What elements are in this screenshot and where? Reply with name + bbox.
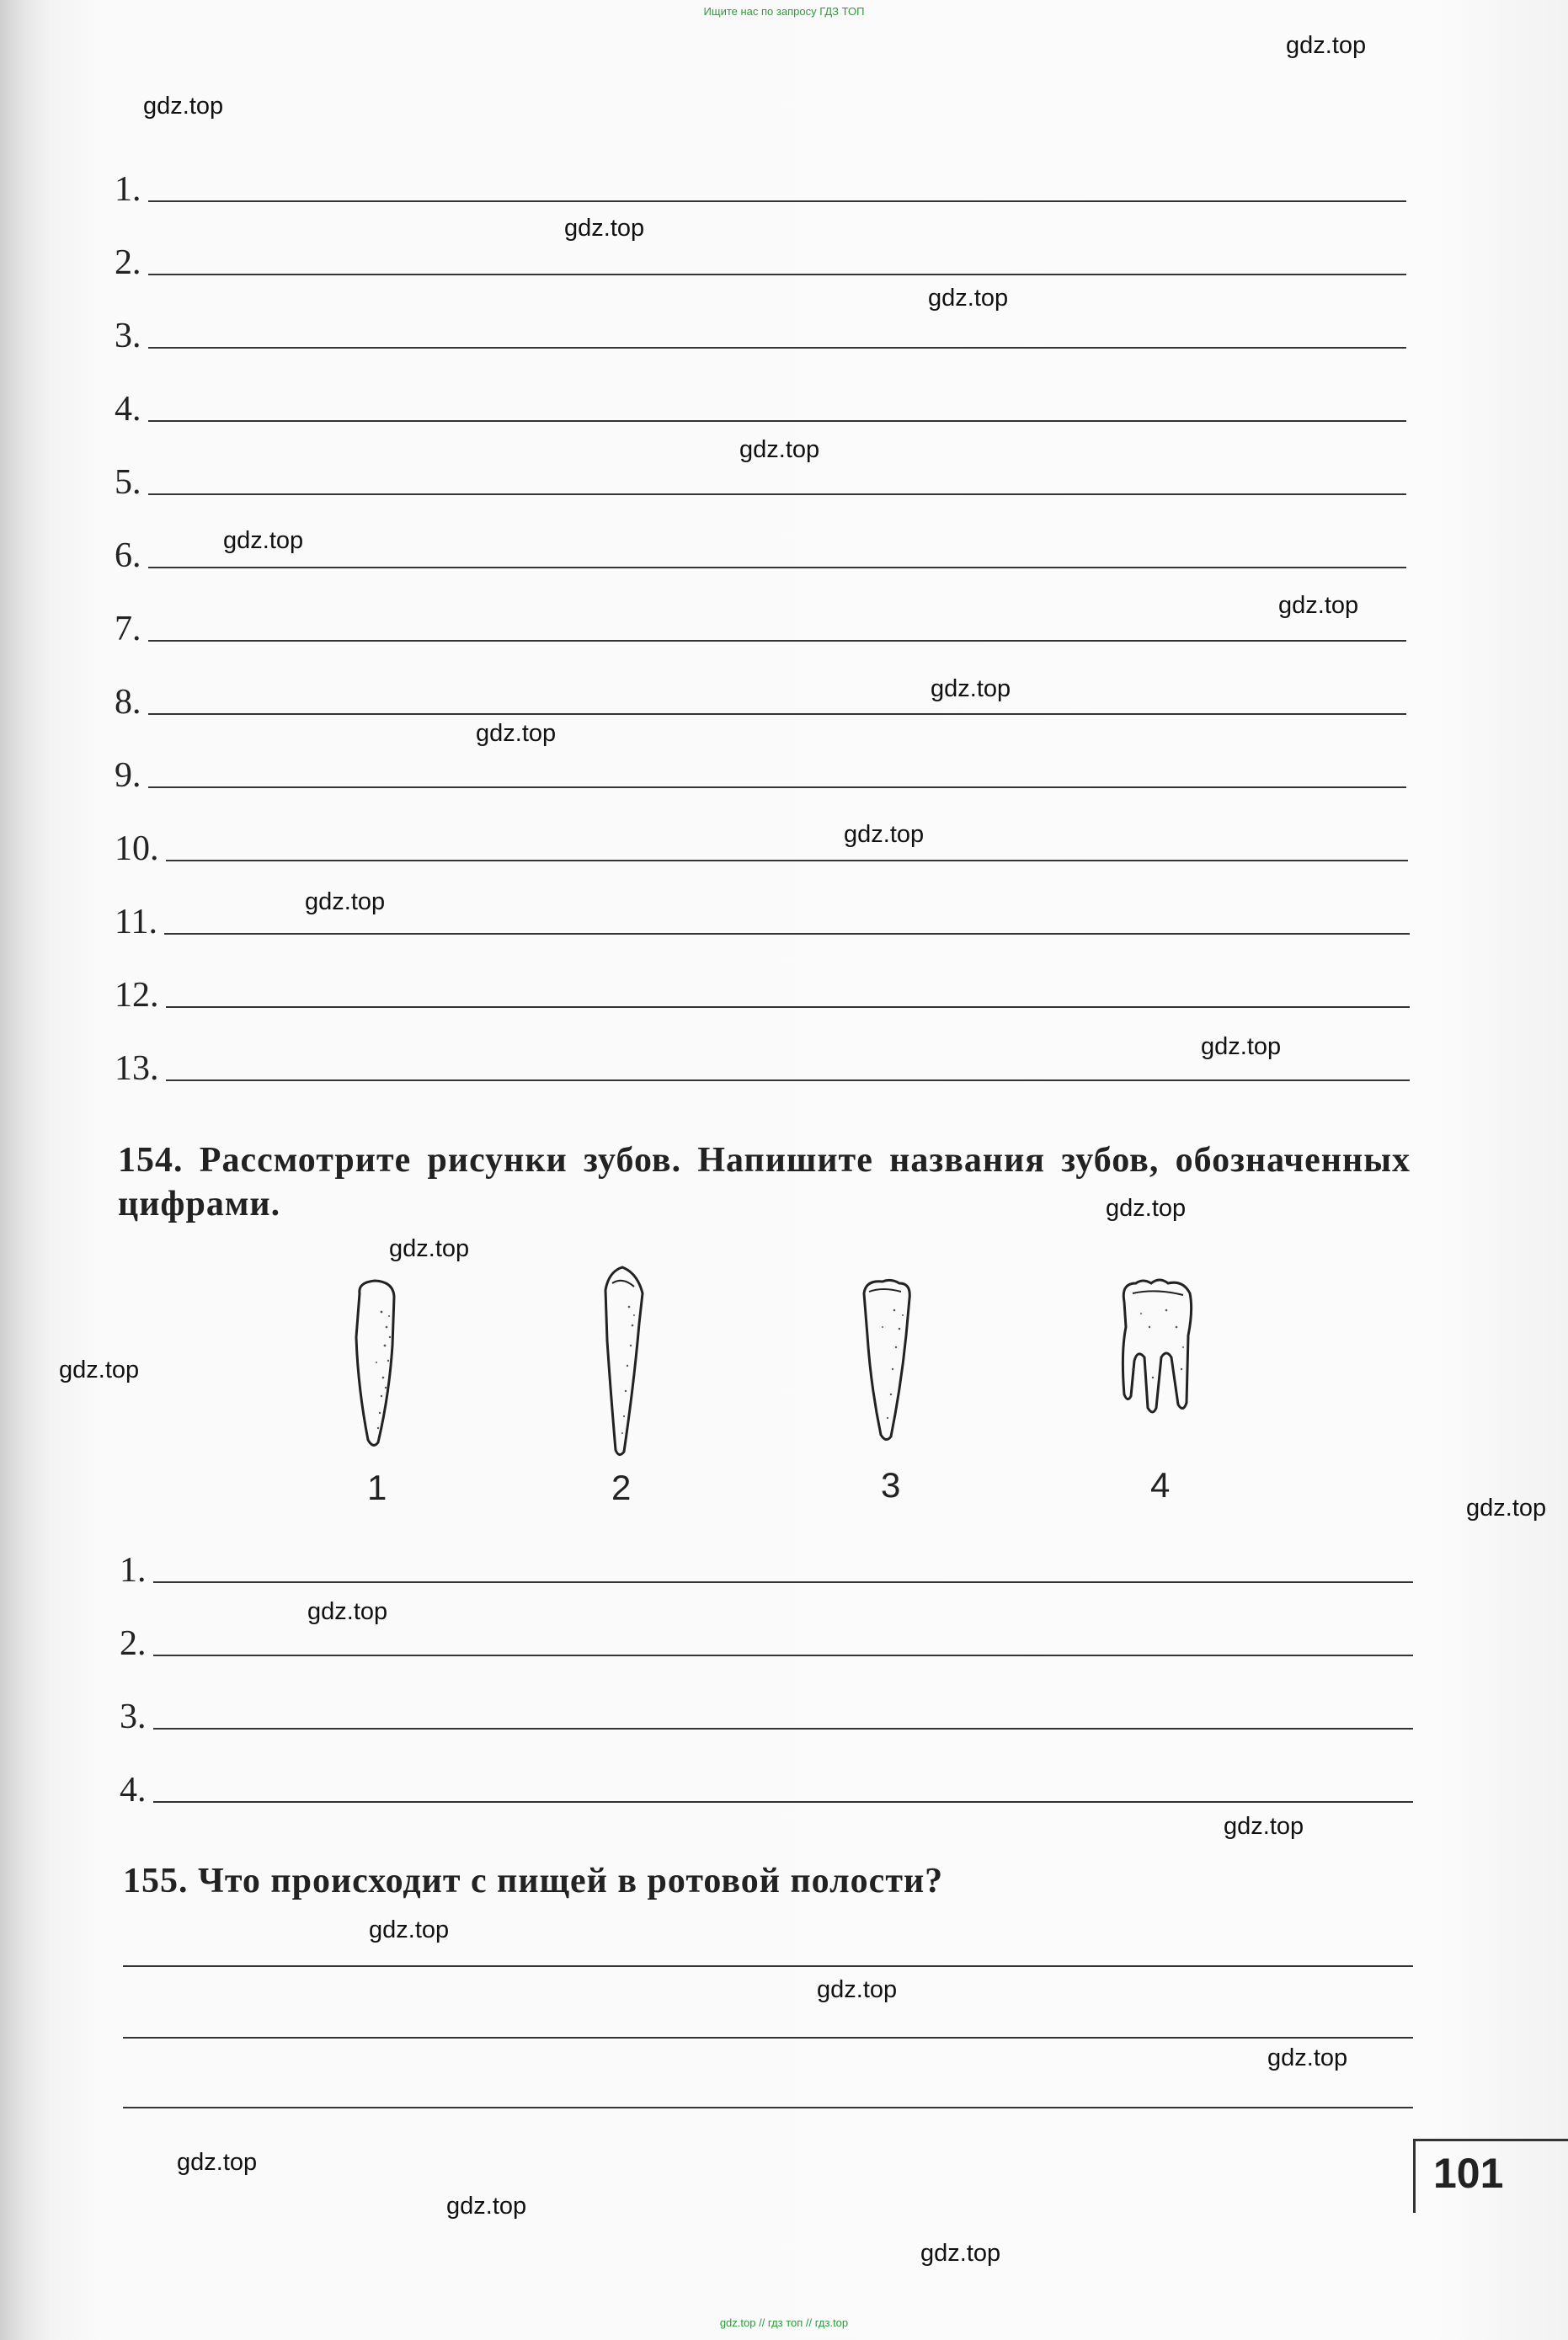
answer-line[interactable]	[115, 465, 1406, 500]
watermark: gdz.top	[389, 1235, 470, 1262]
watermark: gdz.top	[1224, 1813, 1304, 1840]
watermark: gdz.top	[446, 2193, 527, 2220]
watermark: gdz.top	[1278, 592, 1359, 619]
answer-line[interactable]	[115, 172, 1406, 207]
answer-line[interactable]	[115, 392, 1406, 427]
line-number: 2.	[115, 243, 141, 282]
watermark: gdz.top	[305, 888, 386, 915]
watermark: gdz.top	[223, 527, 304, 554]
line-rule	[148, 420, 1407, 422]
line-number: 13.	[115, 1049, 159, 1088]
answer-line[interactable]	[120, 1626, 1413, 1661]
line-rule	[166, 860, 1409, 861]
line-number: 12.	[115, 976, 159, 1015]
line-number: 9.	[115, 756, 141, 795]
line-number: 3.	[120, 1698, 147, 1736]
answer-line[interactable]	[115, 538, 1406, 573]
line-rule	[148, 347, 1407, 349]
watermark: gdz.top	[817, 1976, 898, 2003]
line-number: 10.	[115, 829, 159, 868]
line-rule	[148, 493, 1407, 495]
tooth-label: 1	[367, 1468, 387, 1507]
tooth-label: 2	[611, 1468, 632, 1507]
line-number: 3.	[115, 317, 141, 355]
watermark: gdz.top	[928, 285, 1009, 312]
line-rule	[166, 1006, 1411, 1008]
answer-line[interactable]	[123, 1965, 1413, 1967]
line-number: 1.	[115, 170, 141, 209]
answer-line[interactable]	[115, 685, 1406, 720]
watermark: gdz.top	[1286, 32, 1367, 59]
line-rule	[148, 786, 1407, 788]
answer-line[interactable]	[115, 1051, 1410, 1086]
tooth-canine-illustration	[594, 1265, 653, 1458]
watermark: gdz.top	[931, 675, 1011, 702]
answer-line[interactable]	[115, 245, 1406, 280]
answer-line[interactable]	[115, 318, 1406, 354]
watermark: gdz.top	[564, 215, 645, 242]
line-number: 4.	[120, 1771, 147, 1810]
tooth-label: 4	[1150, 1465, 1171, 1505]
line-rule	[153, 1801, 1414, 1803]
line-rule	[148, 640, 1407, 642]
answer-line[interactable]	[115, 831, 1408, 866]
line-rule	[148, 200, 1407, 202]
watermark: gdz.top	[1201, 1033, 1282, 1060]
line-rule	[164, 933, 1410, 935]
question-155: 155. Что происходит с пищей в ротовой полости?	[123, 1862, 944, 1900]
watermark: gdz.top	[307, 1598, 388, 1625]
line-number: 2.	[120, 1624, 147, 1663]
line-number: 8.	[115, 683, 141, 722]
watermark: gdz.top	[143, 93, 224, 120]
answer-line[interactable]	[120, 1772, 1413, 1808]
answer-line[interactable]	[123, 2107, 1413, 2108]
answer-line[interactable]	[115, 978, 1410, 1013]
top-banner: Ищите нас по запросу ГДЗ ТОП	[703, 5, 865, 18]
answer-line[interactable]	[120, 1699, 1413, 1735]
line-rule	[148, 274, 1407, 275]
answer-line[interactable]	[115, 611, 1406, 647]
watermark: gdz.top	[920, 2240, 1001, 2267]
bottom-banner: gdz.top // гдз топ // гдз.top	[719, 2316, 849, 2329]
line-rule	[153, 1581, 1414, 1583]
line-number: 11.	[115, 903, 157, 941]
answer-line[interactable]	[120, 1553, 1413, 1588]
answer-line[interactable]	[115, 758, 1406, 793]
line-number: 4.	[115, 390, 141, 429]
question-154: 154. Рассмотрите рисунки зубов. Напишите названия зубов, обозначенных цифрами.	[118, 1141, 1411, 1223]
watermark: gdz.top	[844, 821, 925, 848]
tooth-premolar-illustration	[857, 1277, 916, 1445]
line-rule	[148, 713, 1407, 715]
watermark: gdz.top	[177, 2149, 258, 2176]
watermark: gdz.top	[1466, 1495, 1547, 1522]
line-rule	[153, 1655, 1414, 1656]
watermark: gdz.top	[1106, 1195, 1187, 1222]
line-number: 5.	[115, 463, 141, 502]
watermark: gdz.top	[476, 720, 557, 747]
watermark: gdz.top	[59, 1357, 140, 1383]
tooth-label: 3	[881, 1465, 901, 1505]
watermark: gdz.top	[739, 436, 820, 463]
watermark: gdz.top	[1267, 2044, 1348, 2071]
line-number: 7.	[115, 610, 141, 648]
line-number: 1.	[120, 1551, 147, 1590]
line-rule	[148, 567, 1407, 568]
line-number: 6.	[115, 536, 141, 575]
line-rule	[166, 1079, 1411, 1081]
tooth-molar-illustration	[1116, 1277, 1200, 1420]
answer-line[interactable]	[123, 2037, 1413, 2039]
answer-line[interactable]	[115, 904, 1410, 940]
line-rule	[153, 1728, 1414, 1730]
tooth-incisor-illustration	[341, 1278, 408, 1455]
page-number: 101	[1433, 2150, 1504, 2197]
watermark: gdz.top	[369, 1916, 450, 1943]
